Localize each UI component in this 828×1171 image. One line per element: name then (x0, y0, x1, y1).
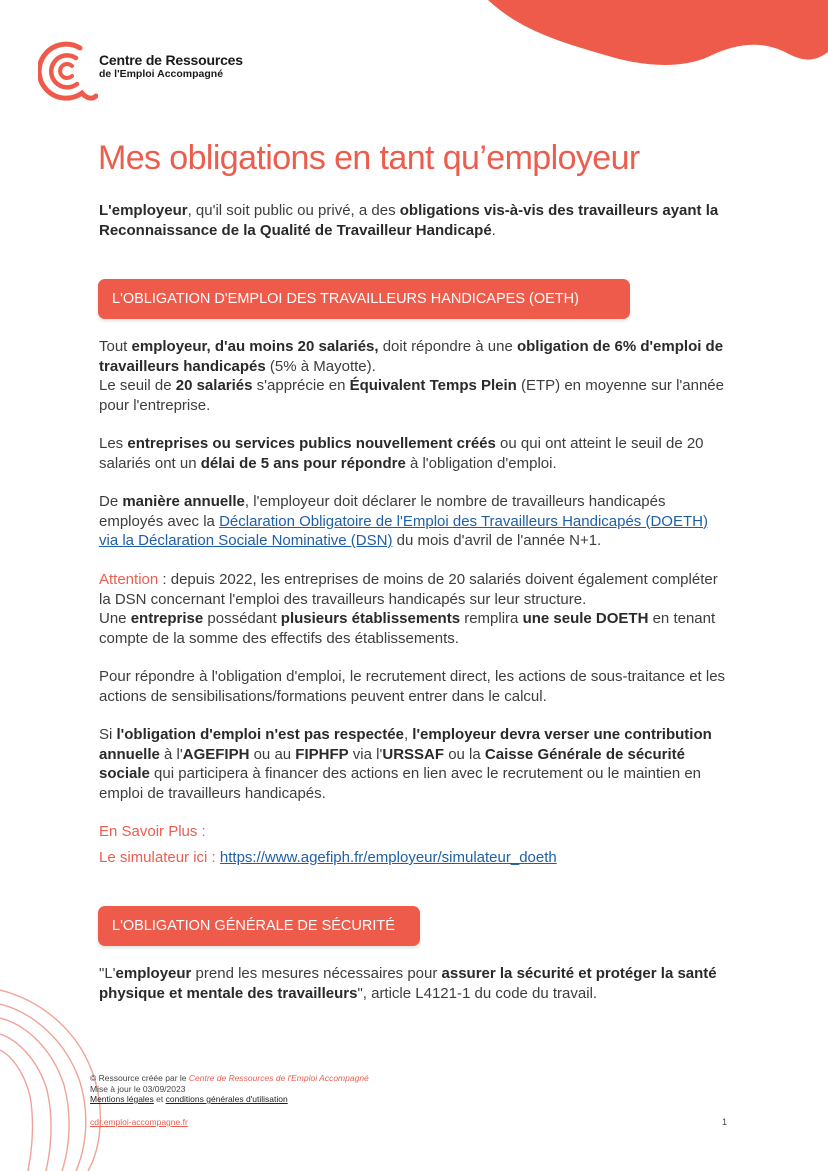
legal-notice-link[interactable]: Mentions légales (90, 1094, 154, 1104)
page-title: Mes obligations en tant qu’employeur (98, 139, 640, 177)
section-heading-oeth: L'OBLIGATION D'EMPLOI DES TRAVAILLEURS HANDICAPES (OETH) (98, 279, 630, 319)
doeth-dsn-link[interactable]: Déclaration Obligatoire de l'Emploi des Travailleurs Handicapés (DOETH) via la Déclaration Sociale Nominative (DSN) (99, 512, 708, 549)
paragraph-annual-declaration: De manière annuelle, l'employeur doit déclarer le nombre de travailleurs handicapés employés avec la Déclaration Obligatoire de l'Emploi des Travailleurs Handicapés (DOETH) via la Déclaration Sociale Nominative (DSN) du mois d'avril de l'année N+1. (99, 493, 708, 549)
paragraph-security-quote: "L'employeur prend les mesures nécessaires pour assurer la sécurité et protéger la santé physique et mentale des travailleurs", article L4121-1 du code du travail. (99, 965, 717, 1002)
paragraph-attention: Attention : depuis 2022, les entreprises de moins de 20 salariés doivent également compléter la DSN concernant l'emploi des travailleurs handicapés sur leur structure. Une entreprise possédant plusieurs établissements remplira une seule DOETH en tenant compte de la somme des effectifs des établissements. (99, 571, 718, 647)
footer-org-name: Centre de Ressources de l'Emploi Accompagné (188, 1073, 369, 1083)
simulator-line: Le simulateur ici : https://www.agefiph.fr/employeur/simulateur_doeth (99, 849, 557, 866)
intro-paragraph: L'employeur, qu'il soit public ou privé, a des obligations vis-à-vis des travailleurs ayant la Reconnaissance de la Qualité de Travailleur Handicapé. (99, 202, 719, 239)
paragraph-calculation: Pour répondre à l'obligation d'emploi, le recrutement direct, les actions de sous-traitance et les actions de sensibilisations/formations peuvent entrer dans le calcul. (99, 668, 726, 705)
bottom-left-arcs (0, 990, 100, 1171)
paragraph-contribution: Si l'obligation d'emploi n'est pas respectée, l'employeur devra verser une contribution annuelle à l'AGEFIPH ou au FIPHFP via l'URSSAF ou la Caisse Générale de sécurité sociale qui participera à financer des actions en lien avec le recrutement ou le maintien en emploi de travailleurs handicapés. (99, 726, 712, 802)
paragraph-new-companies: Les entreprises ou services publics nouvellement créés ou qui ont atteint le seuil de 20 salariés ont un délai de 5 ans pour répondre à l'obligation d'emploi. (99, 435, 704, 472)
learn-more-label: En Savoir Plus : (99, 823, 206, 840)
terms-link[interactable]: conditions générales d'utilisation (165, 1094, 288, 1104)
logo-name: Centre de Ressources (99, 52, 243, 68)
logo-subtitle: de l'Emploi Accompagné (99, 68, 224, 80)
page-number: 1 (722, 1117, 728, 1127)
website-link[interactable]: cdr.emploi-accompagne.fr (90, 1117, 188, 1127)
cdr-spiral-logo-icon (38, 38, 98, 104)
simulator-link[interactable]: https://www.agefiph.fr/employeur/simulateur_doeth (219, 849, 557, 866)
attention-label: Attention (99, 571, 159, 588)
section-heading-security: L'OBLIGATION GÉNÉRALE DE SÉCURITÉ (98, 906, 420, 946)
top-right-blob (488, 0, 828, 65)
footer-credits: © Ressource créée par le Centre de Ressources de l'Emploi Accompagné Mise à jour le 03/09/2023 Mentions légales et conditions générales d'utilisation (90, 1073, 369, 1104)
paragraph-obligation: Tout employeur, d'au moins 20 salariés, doit répondre à une obligation de 6% d'emploi de travailleurs handicapés (5% à Mayotte). Le seuil de 20 salariés s'apprécie en Équivalent Temps Plein (ETP) en moyenne sur l'année pour l'entreprise. (99, 338, 724, 414)
